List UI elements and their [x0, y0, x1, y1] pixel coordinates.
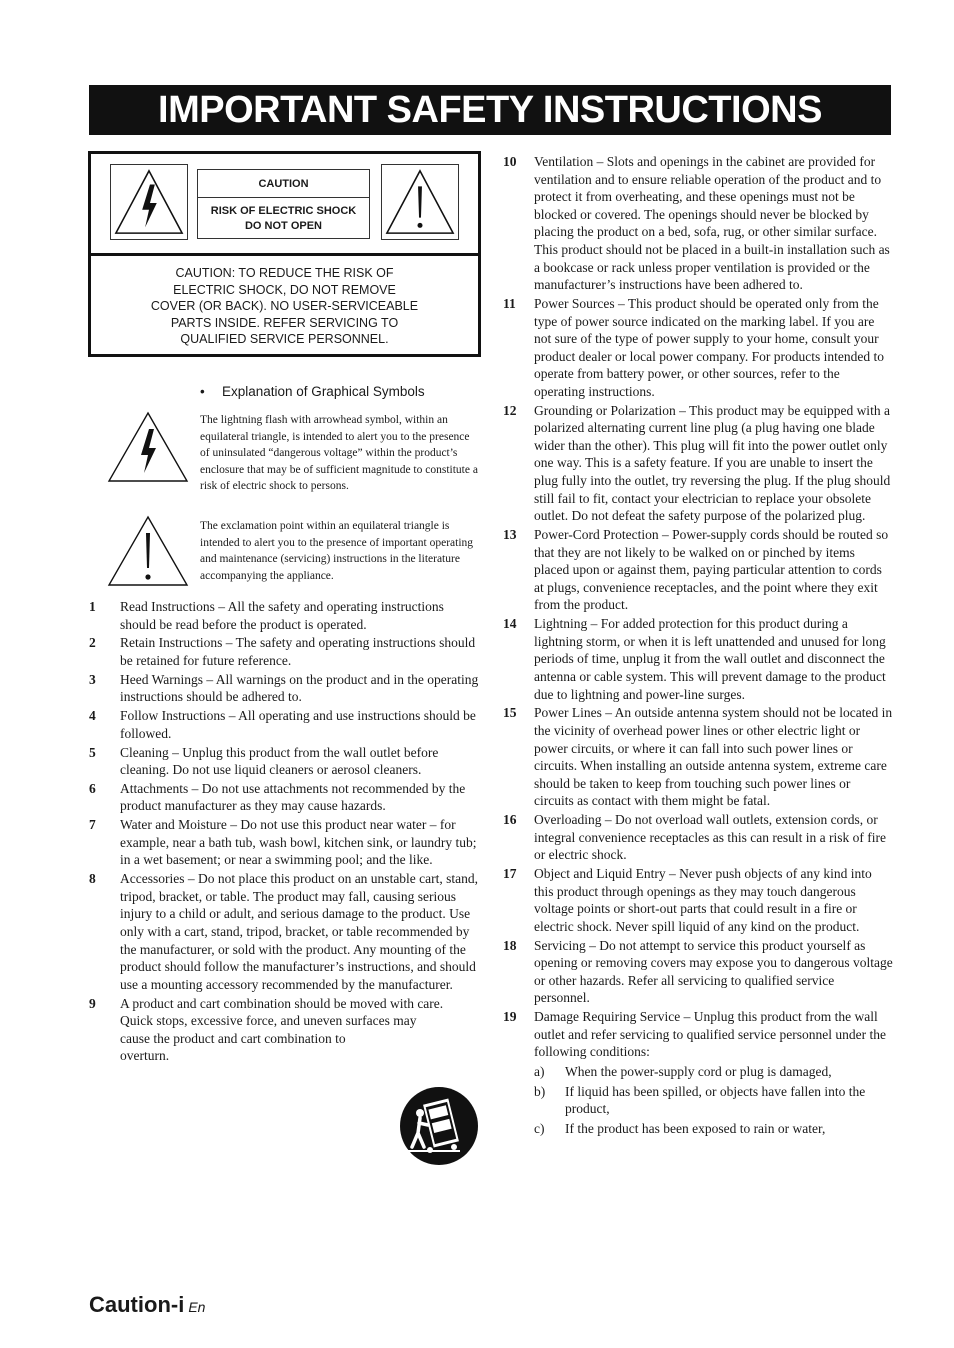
item-number: 8 [89, 871, 96, 887]
instruction-item-9 [89, 995, 479, 1065]
item-number: 6 [89, 780, 96, 796]
instruction-item-16 [503, 811, 893, 864]
caution-label [197, 169, 370, 239]
caution-label-top: CAUTION [198, 170, 369, 198]
exclamation-triangle-icon [381, 164, 459, 240]
caution-label-line2: DO NOT OPEN [244, 220, 322, 232]
caution-warning-line: ELECTRIC SHOCK, DO NOT REMOVE [173, 282, 396, 297]
bullet: • [200, 384, 205, 399]
instruction-item-14 [503, 615, 893, 703]
page-number: Caution-i [89, 1292, 185, 1317]
item-text: Object and Liquid Entry – Never push objects of any kind into this product through openings as they may touch dangerous voltage points or short-out parts that could result in a fire or electric shock. Never spill liquid of any kind on the product. [534, 866, 872, 934]
cart-tipover-warning-icon [398, 1085, 480, 1167]
item-text: Lightning – For added protection for this product during a lightning storm, or when it is left unattended and unused for long periods of time, unplug it from the wall outlet and disconnect the antenna or cable system. This will prevent damage to the product due to lightning and power-line surges. [534, 616, 886, 702]
item-number: 14 [503, 616, 517, 632]
item-number: 18 [503, 937, 517, 953]
item-text: Retain Instructions – The safety and operating instructions should be retained for future reference. [120, 635, 476, 668]
item-number: 2 [89, 635, 96, 651]
item-number: 13 [503, 527, 517, 543]
lightning-triangle-icon [110, 164, 188, 240]
page-title: IMPORTANT SAFETY INSTRUCTIONS [89, 85, 891, 135]
item-number: 19 [503, 1009, 517, 1025]
item-text-line: cause the product and cart combination to [120, 1030, 346, 1046]
item-text-line: overturn. [120, 1048, 170, 1064]
caution-box [88, 151, 481, 357]
instruction-item-18 [503, 937, 893, 1007]
item-text: Servicing – Do not attempt to service this product yourself as opening or removing covers may expose you to dangerous voltage or other hazards. Refer all servicing to qualified service personnel. [534, 937, 893, 1006]
item-text: Grounding or Polarization – This product may be equipped with a polarized alternating current line plug (a plug having one blade wider than the other). This plug will fit into the power outlet only one way. This is a safety feature. If you are unable to insert the plug fully into the outlet, try reversing the plug. If the plug should still fail to fit, contact your electrician to replace your obsolete outlet. Do not defeat the safety purpose of the polarized plug. [534, 402, 891, 524]
sub-item-text: When the power-supply cord or plug is damaged, [565, 1063, 832, 1079]
language-tag: En [188, 1299, 206, 1315]
item-text: Heed Warnings – All warnings on the product and in the operating instructions should be adhered to. [120, 671, 479, 705]
instruction-item-1 [89, 598, 479, 633]
item-number: 7 [89, 817, 96, 833]
instruction-item-17 [503, 865, 893, 935]
instruction-item-19 [503, 1008, 893, 1061]
exclamation-explanation: The exclamation point within an equilateral triangle is intended to alert you to the presence of important operating and maintenance (servicing) instructions in the literature accompanying the appliance. [200, 520, 474, 582]
symbols-heading [200, 384, 425, 399]
item-text: Read Instructions – All the safety and operating instructions should be read before the product is operated. [120, 599, 444, 632]
instruction-item-2 [89, 634, 479, 669]
caution-header [91, 154, 478, 256]
item-text: Power Lines – An outside antenna system should not be located in the vicinity of overhead power lines or other electric light or power circuits, or where it can fall into such power lines or circuits. When installing an outside antenna system, extreme care should be taken to keep from touching such power lines or circuits as contact with them might be fatal. [534, 705, 893, 809]
sub-item-text: If liquid has been spilled, or objects have fallen into the product, [565, 1083, 866, 1117]
caution-label-line1: RISK OF ELECTRIC SHOCK [210, 205, 357, 217]
instruction-item-10 [503, 153, 893, 294]
instruction-item-6 [89, 780, 479, 815]
sub-item-label: b) [534, 1083, 546, 1099]
item-text: Overloading – Do not overload wall outlets, extension cords, or integral convenience receptacles as this can result in a risk of fire or electric shock. [534, 812, 886, 863]
page-footer [89, 1292, 205, 1318]
item-number: 9 [89, 995, 96, 1011]
item-number: 10 [503, 154, 517, 169]
item-number: 5 [89, 744, 96, 760]
caution-warning-line: QUALIFIED SERVICE PERSONNEL. [180, 332, 389, 347]
item-text: Ventilation – Slots and openings in the cabinet are provided for ventilation and to ensure reliable operation of the product and to protect it from overheating, and these openings must not be blocked or covered. The openings should never be blocked by placing the product on a bed, sofa, rug, or other similar surface. This product should not be placed in a built-in installation such as a bookcase or rack unless proper ventilation is provided or the manufacturer’s instructions have been adhered to. [534, 154, 890, 293]
item-number: 11 [503, 295, 516, 311]
item-text: Cleaning – Unplug this product from the wall outlet before cleaning. Do not use liquid cleaners or aerosol cleaners. [120, 744, 439, 778]
instruction-item-12 [503, 402, 893, 525]
instruction-item-11 [503, 295, 893, 401]
sub-item [503, 1120, 893, 1138]
symbols-heading-text: Explanation of Graphical Symbols [222, 384, 425, 399]
item-text-line: Quick stops, excessive force, and uneven surfaces may [120, 1013, 417, 1029]
instruction-item-8 [89, 870, 479, 993]
item-number: 12 [503, 402, 517, 418]
caution-warning-line: PARTS INSIDE. REFER SERVICING TO [170, 315, 399, 330]
item-number: 15 [503, 705, 517, 721]
exclamation-triangle-icon [107, 515, 189, 587]
sub-item [503, 1063, 893, 1081]
caution-label-body [198, 198, 369, 234]
item-text: Follow Instructions – All operating and use instructions should be followed. [120, 708, 476, 741]
item-text: Attachments – Do not use attachments not recommended by the product manufacturer as they may cause hazards. [120, 780, 466, 814]
instructions-left-column [89, 598, 479, 1066]
lightning-explanation: The lightning flash with arrowhead symbol, within an equilateral triangle, is intended to alert you to the presence of uninsulated “dangerous voltage” within the product’s enclosure that may be of sufficient magnitude to constitute a risk of electric shock to persons. [200, 414, 478, 492]
caution-warning-line: COVER (OR BACK). NO USER-SERVICEABLE [150, 299, 419, 314]
item-text: Power Sources – This product should be operated only from the type of power source indicated on the marking label. If you are not sure of the type of power supply to your home, consult your product dealer or local power company. For products intended to operate from battery power, or other sources, refer to the operating instructions. [534, 295, 885, 399]
item-number: 3 [89, 671, 96, 687]
sub-item-text: If the product has been exposed to rain or water, [565, 1120, 826, 1136]
instruction-item-5 [89, 744, 479, 779]
instruction-item-3 [89, 671, 479, 706]
lightning-triangle-icon [107, 411, 189, 483]
item-number: 16 [503, 812, 517, 828]
item-text: Water and Moisture – Do not use this product near water – for example, near a bath tub, wash bowl, kitchen sink, or laundry tub; in a wet basement; or near a swimming pool; and the like. [120, 817, 477, 868]
instruction-item-7 [89, 816, 479, 869]
sub-item-label: a) [534, 1063, 545, 1079]
item-text-line: A product and cart combination should be moved with care. [120, 995, 444, 1011]
sub-item [503, 1083, 893, 1118]
instruction-item-15 [503, 704, 893, 810]
sub-item-label: c) [534, 1120, 545, 1136]
caution-warning [91, 259, 478, 354]
instruction-item-4 [89, 707, 479, 742]
item-text: Accessories – Do not place this product on an unstable cart, stand, tripod, bracket, or table. The product may fall, causing serious injury to a child or adult, and serious damage to the product. Use only with a cart, stand, tripod, bracket, or table recommended by the manufacturer, or sold with the product. Any mounting of the product should follow the manufacturer’s instructions, and should use a mounting accessory recommended by the manufacturer. [120, 871, 479, 992]
item-text: Power-Cord Protection – Power-supply cords should be routed so that they are not likely to be walked on or pinched by items placed upon or against them, paying particular attention to cords at plugs, convenience receptacles, and the point where they exit from the product. [534, 527, 889, 613]
caution-warning-text [115, 265, 455, 348]
caution-warning-line: CAUTION: TO REDUCE THE RISK OF [175, 266, 394, 281]
instructions-right-column [503, 153, 893, 1139]
item-number: 4 [89, 708, 96, 724]
item-number: 1 [89, 599, 96, 614]
item-text [120, 996, 443, 1064]
item-text: Damage Requiring Service – Unplug this product from the wall outlet and refer servicing to qualified service personnel under the following conditions: [534, 1009, 886, 1060]
item-number: 17 [503, 866, 517, 882]
instruction-item-13 [503, 526, 893, 614]
